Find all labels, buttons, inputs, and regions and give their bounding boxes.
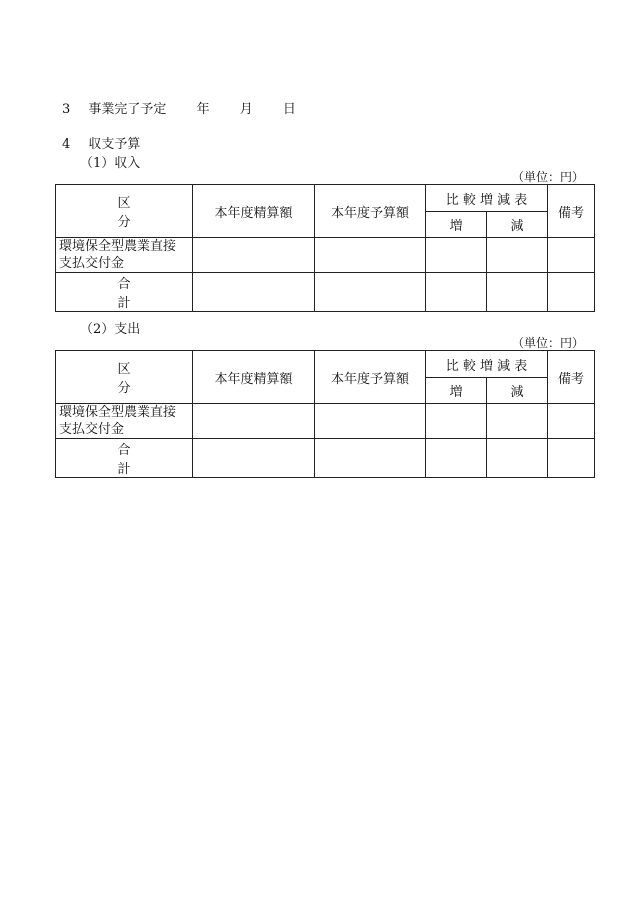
total-decrease	[487, 273, 548, 312]
total-remarks	[548, 273, 595, 312]
income-table	[55, 184, 595, 312]
header-settlement: 本年度精算額	[193, 185, 315, 238]
header-decrease: 減	[487, 378, 548, 404]
total-row	[56, 273, 595, 312]
header-remarks: 備考	[548, 185, 595, 238]
expense-title: （2）支出	[80, 322, 141, 337]
header-increase: 増	[426, 212, 487, 238]
table-row	[56, 404, 595, 439]
header-budget: 本年度予算額	[315, 351, 426, 404]
header-decrease: 減	[487, 212, 548, 238]
section-3-day: 日	[282, 102, 296, 117]
cell-increase	[426, 404, 487, 439]
section-3-number: 3	[62, 102, 71, 117]
cell-remarks	[548, 238, 595, 273]
header-category: 区 分	[56, 185, 193, 238]
total-increase	[426, 273, 487, 312]
header-settlement: 本年度精算額	[193, 351, 315, 404]
header-increase: 増	[426, 378, 487, 404]
total-label: 合 計	[56, 273, 193, 312]
cell-decrease	[487, 238, 548, 273]
cell-increase	[426, 238, 487, 273]
total-row	[56, 439, 595, 478]
section-4-label: 収支予算	[88, 137, 141, 152]
total-remarks	[548, 439, 595, 478]
cell-budget	[315, 404, 426, 439]
cell-remarks	[548, 404, 595, 439]
cell-settlement	[193, 404, 315, 439]
total-decrease	[487, 439, 548, 478]
section-3-line	[62, 98, 296, 117]
header-category: 区 分	[56, 351, 193, 404]
total-settlement	[193, 439, 315, 478]
row-label: 環境保全型農業直接支払交付金	[56, 238, 193, 273]
expense-unit: （単位：円）	[511, 336, 584, 350]
cell-budget	[315, 238, 426, 273]
section-3-year: 年	[196, 102, 210, 117]
row-label: 環境保全型農業直接支払交付金	[56, 404, 193, 439]
section-4-number: 4	[62, 137, 71, 152]
cell-decrease	[487, 404, 548, 439]
income-unit: （単位：円）	[511, 170, 584, 184]
total-budget	[315, 439, 426, 478]
cell-settlement	[193, 238, 315, 273]
header-remarks: 備考	[548, 351, 595, 404]
section-4-line	[62, 133, 140, 152]
header-budget: 本年度予算額	[315, 185, 426, 238]
total-increase	[426, 439, 487, 478]
table-row	[56, 238, 595, 273]
total-label: 合 計	[56, 439, 193, 478]
section-3-label: 事業完了予定	[88, 102, 167, 117]
income-title: （1）収入	[80, 156, 141, 171]
total-budget	[315, 273, 426, 312]
section-3-month: 月	[239, 102, 253, 117]
total-settlement	[193, 273, 315, 312]
expense-table	[55, 350, 595, 478]
header-comparison: 比 較 増 減 表	[426, 351, 548, 378]
header-comparison: 比 較 増 減 表	[426, 185, 548, 212]
